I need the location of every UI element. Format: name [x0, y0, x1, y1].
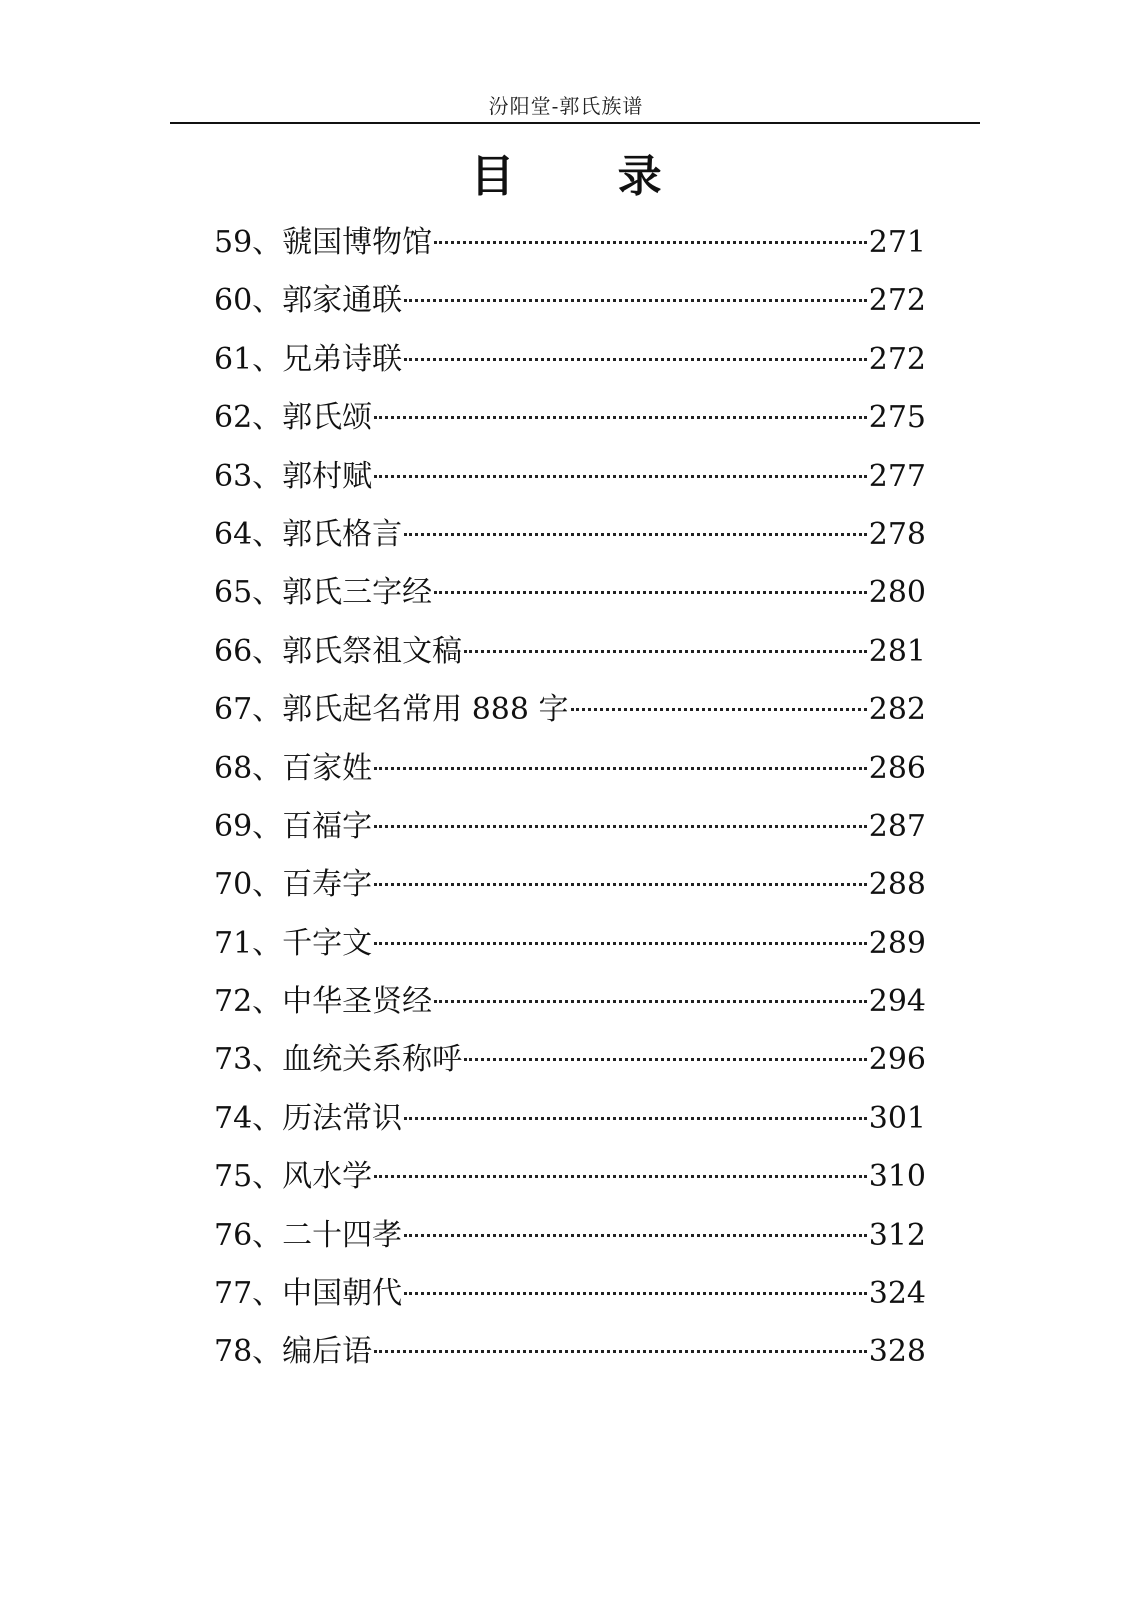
- dot-leader: [374, 416, 867, 419]
- toc-entry[interactable]: [214, 280, 926, 338]
- dot-leader: [374, 825, 867, 828]
- toc-entry-page: 280: [868, 575, 926, 611]
- toc-entry-page: 310: [868, 1159, 926, 1195]
- toc-entry-page: 281: [868, 633, 926, 669]
- dot-leader: [434, 1000, 867, 1003]
- toc-entry[interactable]: [214, 806, 926, 864]
- dot-leader: [434, 591, 867, 594]
- toc-entry[interactable]: [214, 339, 926, 397]
- toc-entry-label: 69、百福字: [214, 808, 373, 844]
- toc-entry-page: 324: [868, 1276, 926, 1312]
- toc-entry[interactable]: [214, 1039, 926, 1097]
- dot-leader: [374, 1350, 867, 1353]
- dot-leader: [434, 241, 867, 244]
- running-header: 汾阳堂-郭氏族谱: [488, 94, 644, 118]
- dot-leader: [464, 650, 867, 653]
- toc-entry[interactable]: [214, 222, 926, 280]
- toc-entry-page: 272: [868, 341, 926, 377]
- toc-entry-page: 282: [868, 692, 926, 728]
- toc-entry-label: 72、中华圣贤经: [214, 984, 433, 1020]
- page-title: 目 录: [470, 151, 706, 202]
- toc-entry-label: 75、风水学: [214, 1159, 373, 1195]
- toc-entry-page: 288: [868, 867, 926, 903]
- toc-entry[interactable]: [214, 397, 926, 455]
- dot-leader: [404, 1292, 867, 1295]
- toc-entry[interactable]: [214, 572, 926, 630]
- toc-entry-page: 287: [868, 808, 926, 844]
- toc-entry[interactable]: [214, 923, 926, 981]
- toc-entry-label: 76、二十四孝: [214, 1217, 403, 1253]
- toc-entry-page: 294: [868, 984, 926, 1020]
- header-divider: [170, 122, 980, 124]
- toc-entry-label: 66、郭氏祭祖文稿: [214, 633, 463, 669]
- toc-entry-page: 328: [868, 1334, 926, 1370]
- toc-entry-label: 68、百家姓: [214, 750, 373, 786]
- toc-entry-label: 71、千字文: [214, 925, 373, 961]
- toc-entry-page: 272: [868, 283, 926, 319]
- toc-entry-page: 275: [868, 400, 926, 436]
- toc-entry-label: 63、郭村赋: [214, 458, 373, 494]
- dot-leader: [374, 475, 867, 478]
- table-of-contents: [214, 222, 926, 1390]
- toc-entry-page: 289: [868, 925, 926, 961]
- toc-entry[interactable]: [214, 1331, 926, 1389]
- toc-entry[interactable]: [214, 1098, 926, 1156]
- toc-entry-label: 65、郭氏三字经: [214, 575, 433, 611]
- dot-leader: [404, 1117, 867, 1120]
- toc-entry[interactable]: [214, 1215, 926, 1273]
- toc-entry-page: 301: [868, 1100, 926, 1136]
- toc-entry-page: 278: [868, 516, 926, 552]
- toc-entry-page: 312: [868, 1217, 926, 1253]
- toc-entry-label: 74、历法常识: [214, 1100, 403, 1136]
- dot-leader: [404, 299, 867, 302]
- toc-entry-label: 60、郭家通联: [214, 283, 403, 319]
- dot-leader: [571, 708, 867, 711]
- toc-entry-page: 277: [868, 458, 926, 494]
- toc-entry[interactable]: [214, 514, 926, 572]
- toc-entry-label: 61、兄弟诗联: [214, 341, 403, 377]
- dot-leader: [464, 1058, 867, 1061]
- toc-entry-page: 286: [868, 750, 926, 786]
- toc-entry[interactable]: [214, 864, 926, 922]
- toc-entry-label: 67、郭氏起名常用 888 字: [214, 692, 569, 728]
- toc-entry-label: 59、虢国博物馆: [214, 225, 433, 260]
- dot-leader: [404, 1234, 867, 1237]
- toc-entry[interactable]: [214, 748, 926, 806]
- toc-entry-label: 78、编后语: [214, 1334, 373, 1370]
- toc-entry[interactable]: [214, 631, 926, 689]
- dot-leader: [374, 883, 867, 886]
- dot-leader: [404, 358, 867, 361]
- toc-entry[interactable]: [214, 1273, 926, 1331]
- dot-leader: [374, 1175, 867, 1178]
- toc-entry-label: 64、郭氏格言: [214, 516, 403, 552]
- toc-entry-label: 73、血统关系称呼: [214, 1042, 463, 1078]
- dot-leader: [374, 942, 867, 945]
- toc-entry[interactable]: [214, 981, 926, 1039]
- toc-entry[interactable]: [214, 689, 926, 747]
- dot-leader: [374, 767, 867, 770]
- toc-entry-label: 70、百寿字: [214, 867, 373, 903]
- toc-entry-page: 296: [868, 1042, 926, 1078]
- toc-entry-label: 62、郭氏颂: [214, 400, 373, 436]
- dot-leader: [404, 533, 867, 536]
- toc-entry-label: 77、中国朝代: [214, 1276, 403, 1312]
- toc-entry-page: 271: [868, 225, 926, 260]
- toc-entry[interactable]: [214, 1156, 926, 1214]
- toc-entry[interactable]: [214, 456, 926, 514]
